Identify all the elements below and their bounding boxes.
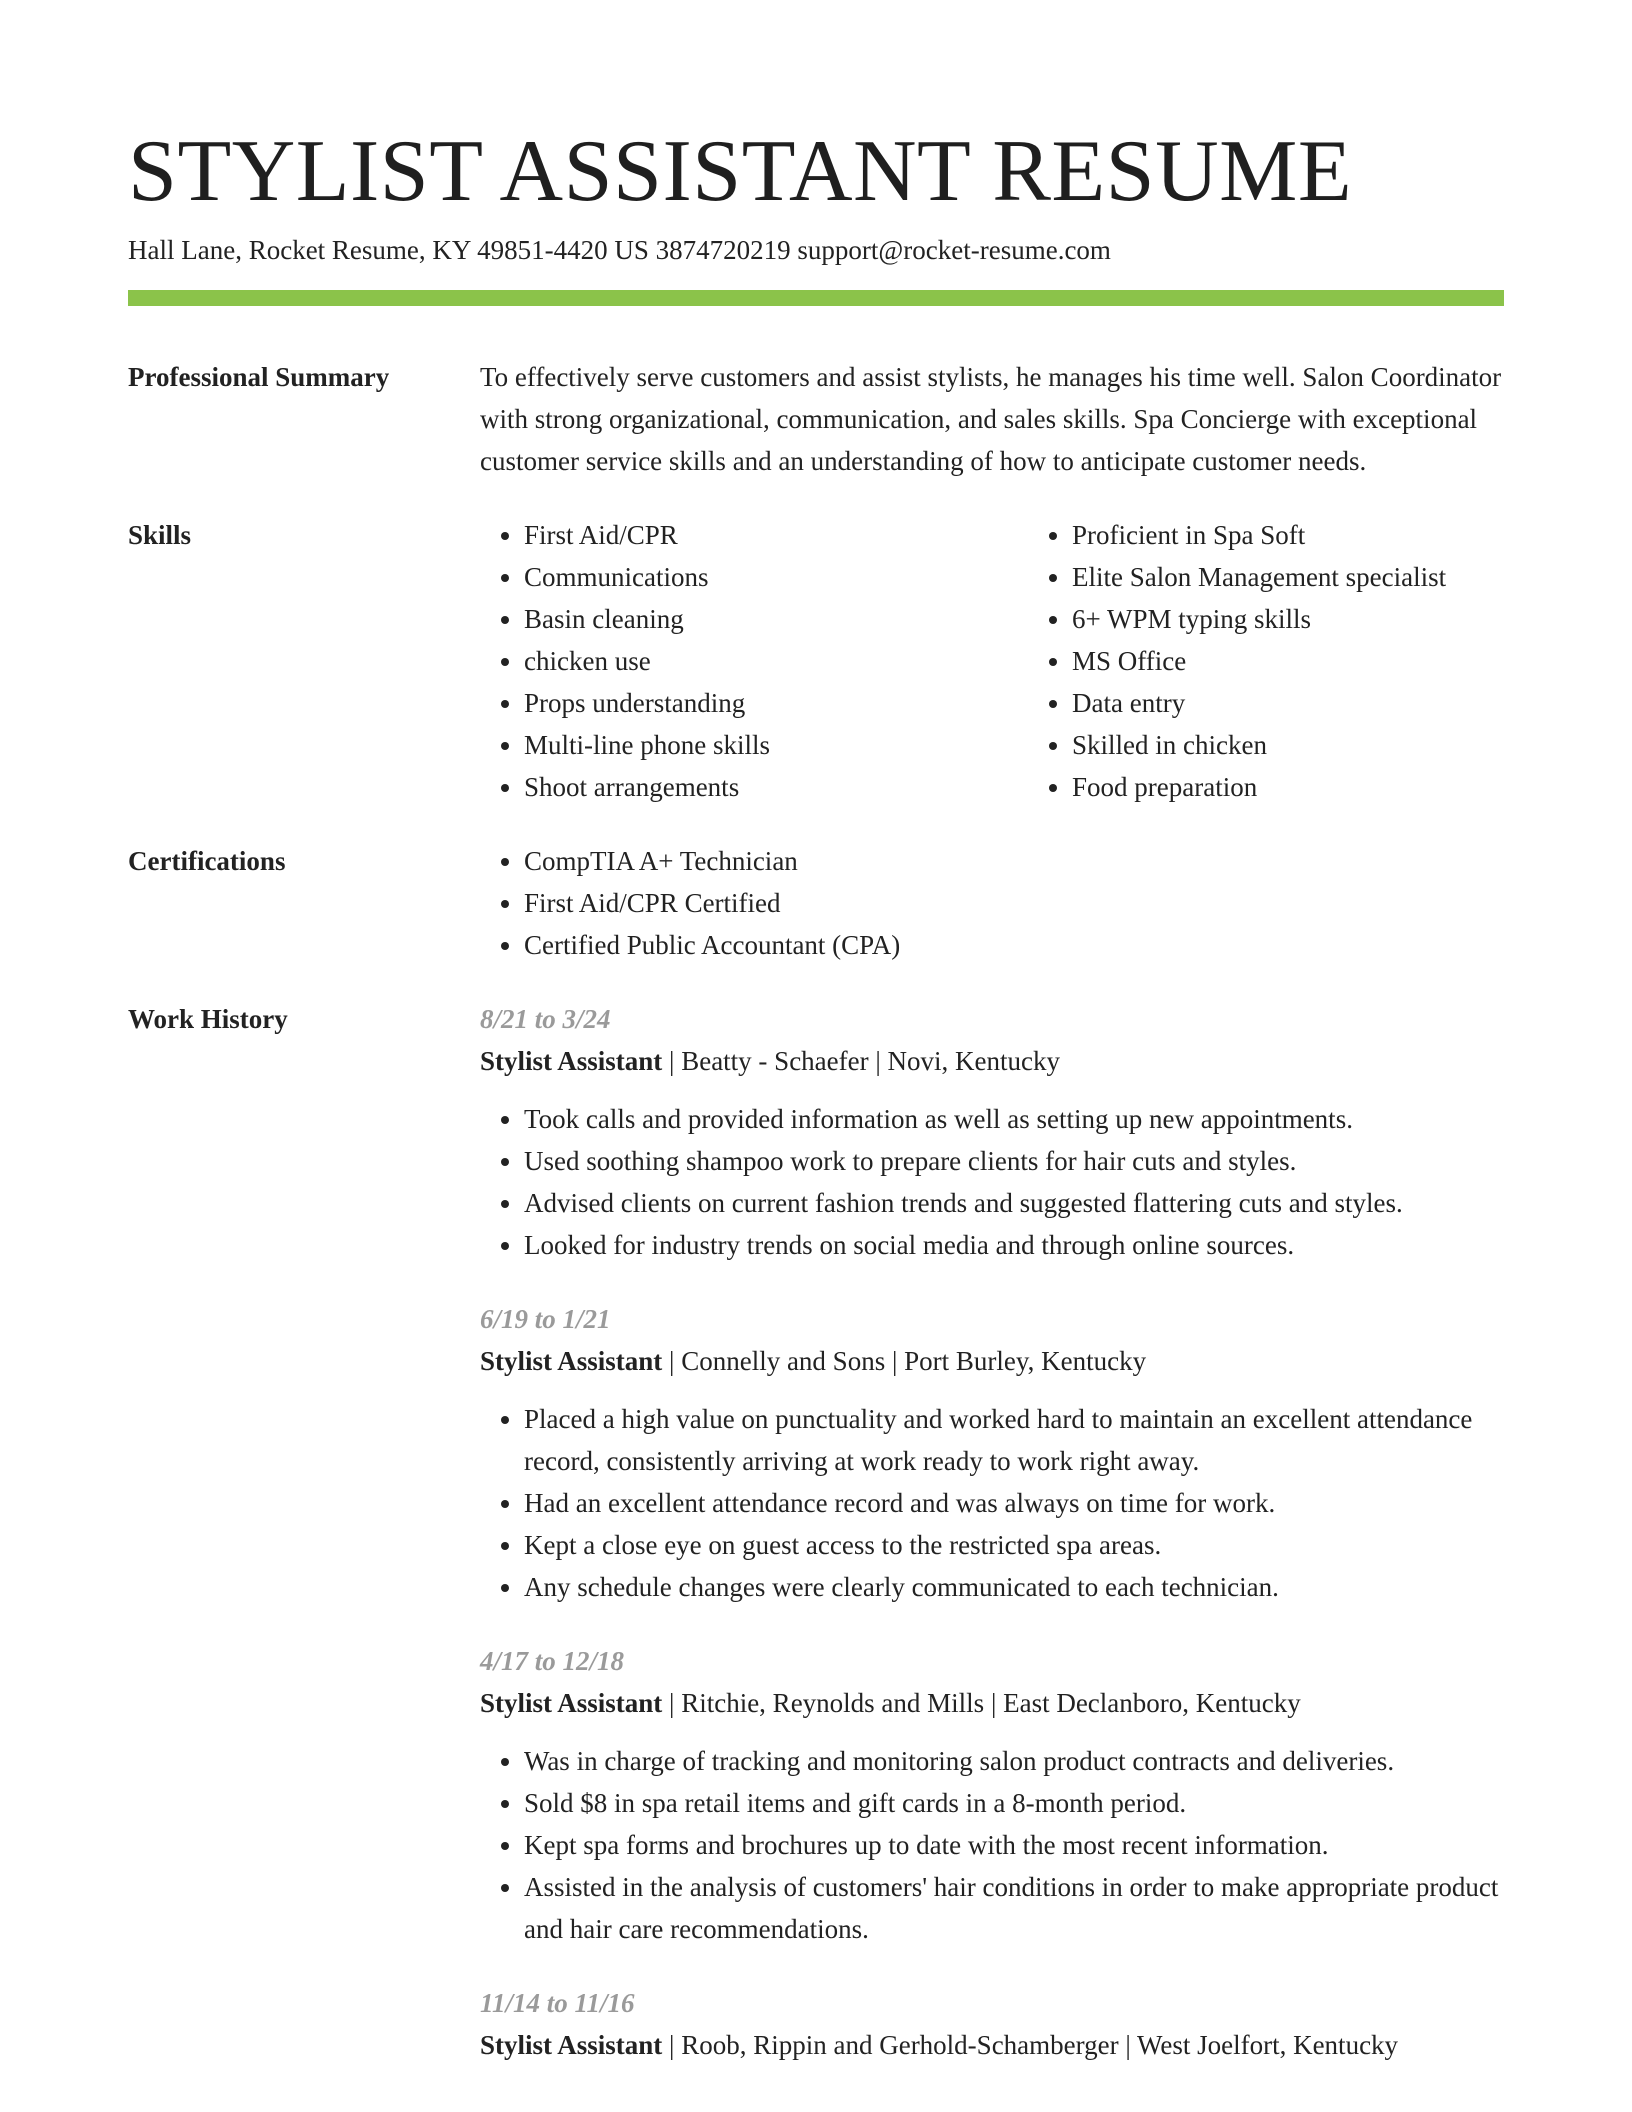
skill-item: • MS Office (1072, 640, 1572, 682)
skills-list-left (480, 514, 1028, 808)
job-entry (480, 1982, 1504, 2066)
job-bullets (480, 1098, 1504, 1266)
job-dates: 4/17 to 12/18 (480, 1646, 625, 1676)
skill-item: • Props understanding (524, 682, 1028, 724)
job-bullet: • Was in charge of tracking and monitoring salon product contracts and deliveries. (524, 1740, 1504, 1782)
job-bullet: • Took calls and provided information as well as setting up new appointments. (524, 1098, 1504, 1140)
skills-section (128, 514, 1504, 808)
job-entry (480, 1640, 1504, 1950)
skill-item: • Multi-line phone skills (524, 724, 1028, 766)
job-dates: 8/21 to 3/24 (480, 1004, 611, 1034)
job-role: Stylist Assistant (480, 1046, 663, 1076)
resume-page (128, 120, 1504, 2098)
work-history-body (480, 998, 1504, 2098)
job-bullets (480, 1740, 1504, 1950)
skill-item: • Basin cleaning (524, 598, 1028, 640)
job-bullet: • Any schedule changes were clearly communicated to each technician. (524, 1566, 1504, 1608)
job-title-line (480, 1340, 1504, 1382)
job-bullet: • Sold $8 in spa retail items and gift cards in a 8-month period. (524, 1782, 1504, 1824)
job-bullet: • Kept spa forms and brochures up to date with the most recent information. (524, 1824, 1504, 1866)
certification-item: • CompTIA A+ Technician (524, 840, 1504, 882)
job-employer-location: | Ritchie, Reynolds and Mills | East Declanboro, Kentucky (662, 1688, 1301, 1718)
skill-item: • 6+ WPM typing skills (1072, 598, 1572, 640)
certification-item: • Certified Public Accountant (CPA) (524, 924, 1504, 966)
job-role: Stylist Assistant (480, 2030, 663, 2060)
job-title-line (480, 1682, 1504, 1724)
skill-item: • First Aid/CPR (524, 514, 1028, 556)
job-employer-location: | Roob, Rippin and Gerhold-Schamberger | West Joelfort, Kentucky (662, 2030, 1399, 2060)
job-bullets (480, 1398, 1504, 1608)
job-bullet: • Assisted in the analysis of customers' hair conditions in order to make appropriate product and hair care recommendations. (524, 1866, 1504, 1950)
job-entry (480, 1298, 1504, 1608)
job-bullet: • Kept a close eye on guest access to the restricted spa areas. (524, 1524, 1504, 1566)
skills-list-right (1028, 514, 1572, 808)
job-bullet: • Looked for industry trends on social media and through online sources. (524, 1224, 1504, 1266)
work-history-label: Work History (128, 1004, 288, 1034)
accent-divider (128, 290, 1504, 306)
summary-text: To effectively serve customers and assist stylists, he manages his time well. Salon Coordinator with strong organizational, communication, and sales skills. Spa Concierge with exceptional customer service skills and an understanding of how to anticipate customer needs. (480, 362, 1502, 476)
job-role: Stylist Assistant (480, 1346, 663, 1376)
skills-columns (480, 514, 1572, 808)
skill-item: • Shoot arrangements (524, 766, 1028, 808)
contact-line: Hall Lane, Rocket Resume, KY 49851-4420 US 3874720219 support@rocket-resume.com (128, 235, 1111, 265)
job-employer-location: | Beatty - Schaefer | Novi, Kentucky (662, 1046, 1060, 1076)
skill-item: • Data entry (1072, 682, 1572, 724)
job-role: Stylist Assistant (480, 1688, 663, 1718)
skill-item: • Proficient in Spa Soft (1072, 514, 1572, 556)
resume-title: STYLIST ASSISTANT RESUME (128, 123, 1353, 220)
job-title-line (480, 1040, 1504, 1082)
job-bullet: • Used soothing shampoo work to prepare clients for hair cuts and styles. (524, 1140, 1504, 1182)
skill-item: • Communications (524, 556, 1028, 598)
job-entry (480, 998, 1504, 1266)
skill-item: • Skilled in chicken (1072, 724, 1572, 766)
certifications-label: Certifications (128, 846, 286, 876)
job-employer-location: | Connelly and Sons | Port Burley, Kentucky (662, 1346, 1147, 1376)
job-bullet: • Placed a high value on punctuality and worked hard to maintain an excellent attendance record, consistently arriving at work ready to work right away. (524, 1398, 1504, 1482)
job-title-line (480, 2024, 1504, 2066)
skill-item: • Food preparation (1072, 766, 1572, 808)
job-dates: 11/14 to 11/16 (480, 1988, 635, 2018)
skills-label: Skills (128, 520, 192, 550)
certification-item: • First Aid/CPR Certified (524, 882, 1504, 924)
job-bullet: • Had an excellent attendance record and was always on time for work. (524, 1482, 1504, 1524)
summary-section (128, 356, 1504, 482)
skill-item: • chicken use (524, 640, 1028, 682)
skill-item: • Elite Salon Management specialist (1072, 556, 1572, 598)
job-bullet: • Advised clients on current fashion trends and suggested flattering cuts and styles. (524, 1182, 1504, 1224)
certifications-body (480, 840, 1504, 966)
work-history-section (128, 998, 1504, 2098)
certifications-section (128, 840, 1504, 966)
certifications-list (480, 840, 1504, 966)
job-dates: 6/19 to 1/21 (480, 1304, 611, 1334)
summary-label: Professional Summary (128, 362, 390, 392)
